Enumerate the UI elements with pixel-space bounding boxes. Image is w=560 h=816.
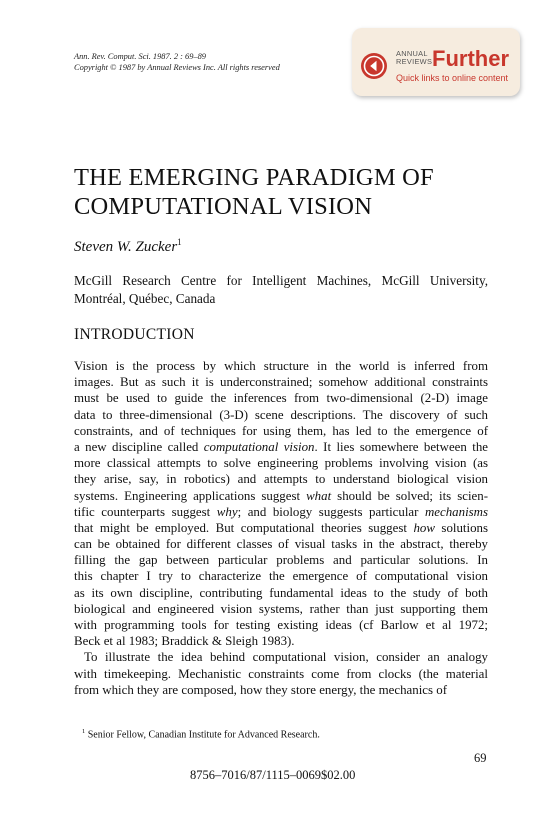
author-affiliation (74, 272, 488, 308)
body-line (74, 390, 488, 406)
text-run: filling the gap between particular problems and particular solutions. In (74, 553, 488, 568)
text-run: constraints, and of techniques for using them, has led to the emergence of (74, 423, 488, 438)
body-text (74, 358, 488, 698)
body-line (74, 455, 488, 471)
text-run: biological and engineered vision systems, rather than just supporting them (74, 601, 488, 616)
text-run: a new discipline called (74, 439, 204, 454)
emphasis-text: why (216, 504, 238, 519)
text-run: To illustrate the idea behind computational vision, consider an analogy (84, 650, 488, 665)
author-footnote-mark: 1 (177, 237, 182, 247)
body-line (74, 471, 488, 487)
body-line (74, 536, 488, 552)
page-number: 69 (474, 751, 487, 765)
emphasis-text: mechanisms (424, 504, 488, 519)
body-line (74, 504, 488, 520)
text-run: must be used to guide the inferences from two-dimensional (2-D) image (74, 391, 488, 406)
text-run: from which they are composed, how they store energy, the mechanics of (74, 682, 447, 697)
body-line (74, 374, 488, 390)
text-run: they arise, say, in robotics) and attempts to understand biological vision (74, 472, 488, 487)
title-line: THE EMERGING PARADIGM OF (74, 164, 434, 191)
body-line (74, 601, 488, 617)
further-subtitle[interactable]: Quick links to online content (396, 73, 509, 83)
emphasis-text: how (413, 520, 435, 535)
text-run: images. But as such it is underconstrained; somehow additional constraints (74, 375, 488, 390)
body-line (74, 520, 488, 536)
body-line (74, 633, 488, 649)
text-run: with timekeeping. Mechanistic constraints come from clocks (the material (74, 666, 488, 681)
body-line (74, 617, 488, 633)
title-line: COMPUTATIONAL VISION (74, 193, 373, 220)
body-line (74, 407, 488, 423)
body-line (74, 358, 488, 374)
text-run: with programming tools for testing existing ideas (cf Barlow et al 1972; (74, 618, 488, 632)
text-run: this chapter I try to characterize the emergence of computational vision (74, 569, 488, 584)
body-line (74, 682, 488, 698)
article-code: 8756–7016/87/1115–0069$02.00 (190, 768, 356, 782)
body-line (74, 568, 488, 584)
text-run: more classical attempts to solve engineering problems involving vision (as (74, 456, 488, 471)
text-run: Vision is the process by which structure in the world is inferred from (74, 359, 488, 373)
body-line (74, 439, 488, 455)
text-run: tific counterparts suggest (74, 504, 217, 519)
text-run: as its own discipline, contributing fundamental ideas to the study of both (74, 585, 488, 600)
text-run: ; and biology suggests particular (237, 504, 425, 519)
body-line (74, 423, 488, 439)
text-run: Beck et al 1983; Braddick & Sleigh 1983). (74, 634, 295, 649)
text-run: data to three-dimensional (3-D) scene descriptions. The discovery of such (74, 407, 488, 422)
back-arrow-icon (361, 53, 387, 79)
text-run: . It lies somewhere between the (314, 439, 489, 454)
footnote: $^1$ Senior Fellow, Canadian Institute for Advanced Research. (82, 728, 320, 741)
affiliation-line: McGill Research Centre for Intelligent Machines, McGill University, (74, 273, 488, 288)
journal-citation (74, 51, 280, 73)
text-run: should be solved; its scien- (331, 488, 488, 503)
text-run: can be obtained for different classes of visual tasks in the abstract, thereby (74, 537, 488, 552)
article-title (74, 163, 434, 221)
body-line (74, 488, 488, 504)
text-run: systems. Engineering applications suggest (74, 488, 307, 503)
body-line (74, 552, 488, 568)
text-run: that might be employed. But computational theories suggest (74, 520, 414, 535)
further-links-badge[interactable] (352, 28, 520, 96)
affiliation-line: Montréal, Québec, Canada (74, 291, 216, 306)
journal-line: Ann. Rev. Comput. Sci. 1987. 2 : 69–89 (74, 52, 206, 61)
emphasis-text: what (306, 488, 332, 503)
copyright-line: Copyright © 1987 by Annual Reviews Inc. All rights reserved (74, 63, 280, 72)
body-line (74, 666, 488, 682)
body-line (74, 585, 488, 601)
further-title: Further (432, 46, 509, 71)
emphasis-text: computational vision (203, 439, 315, 454)
annual-reviews-label: ANNUAL REVIEWS (396, 49, 433, 66)
text-run: solutions (434, 520, 488, 535)
section-heading: INTRODUCTION (74, 326, 195, 343)
body-line (74, 649, 488, 665)
author-name: Steven W. Zucker$^1$ (74, 237, 182, 255)
